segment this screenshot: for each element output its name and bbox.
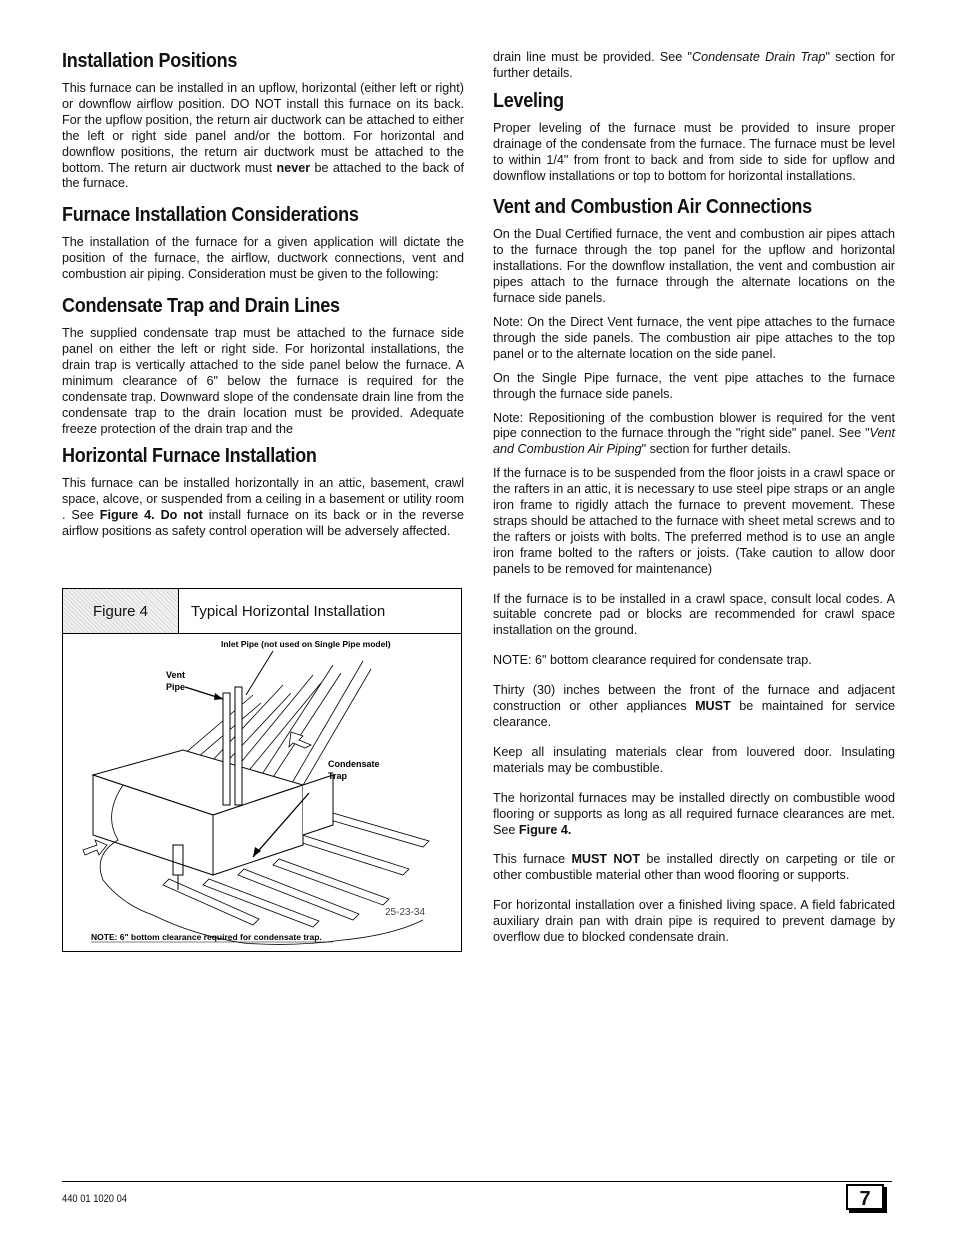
heading-installation-positions: Installation Positions: [62, 50, 238, 72]
right-column: [493, 50, 895, 954]
para-leveling: Proper leveling of the furnace must be provided to insure proper drainage of the condensate from the furnace. The furnace must be level to within 1/4" from front to back and from side to side for upflow and downflow installations or top to bottom for horizontal installations.: [493, 120, 895, 183]
trap-label-1: Condensate: [328, 759, 380, 769]
airflow-arrow-top: [289, 732, 311, 748]
para-vent-6: If the furnace is to be installed in a crawl space, consult local codes. A suitable concrete pad or blocks are recommended for crawl space installation on the ground.: [493, 591, 895, 638]
para-vent-7: NOTE: 6" bottom clearance required for condensate trap.: [493, 653, 812, 668]
para-installation-positions: This furnace can be installed in an upflow, horizontal (either left or right) or downflow airflow position. DO NOT install this furnace on its back. For the upflow position, the return air ductwork can be attached to either the left or right side panel and/or the bottom. For horizontal and downflow positions, the return air ductwork must be attached to the bottom. The return air ductwork must never be attached to the back of the furnace.: [62, 81, 464, 191]
figure-illustration: [63, 635, 460, 951]
para-vent-4: Note: Repositioning of the combustion blower is required for the vent pipe connection to the furnace through the "right side" panel. See "Vent and Combustion Air Piping" section for further details.: [493, 410, 895, 457]
para-vent-8: Thirty (30) inches between the front of the furnace and adjacent construction or other appliances MUST be maintained for service clearance.: [493, 683, 895, 729]
para-vent-3: On the Single Pipe furnace, the vent pipe attaches to the furnace through the furnace side panels.: [493, 370, 895, 401]
horizontal-installation-drawing: [63, 635, 460, 951]
document-code: 440 01 1020 04: [62, 1193, 127, 1205]
figure-title: Typical Horizontal Installation: [191, 603, 386, 620]
para-vent-12: For horizontal installation over a finished living space. A field fabricated auxiliary drain pan with drain pipe is required to prevent damage by overflow due to blocked condensate drain.: [493, 898, 895, 945]
vent-arrow: [214, 693, 223, 700]
heading-leveling: Leveling: [493, 89, 564, 112]
figure-note: NOTE: 6" bottom clearance required for condensate trap.: [91, 932, 322, 942]
page-number: 7: [846, 1184, 884, 1210]
airflow-arrow-left: [83, 840, 107, 855]
footer-rule: [62, 1181, 892, 1182]
left-column: [62, 50, 464, 548]
inlet-pipe-label: Inlet Pipe (not used on Single Pipe model): [221, 639, 391, 649]
para-vent-9: Keep all insulating materials clear from louvered door. Insulating materials may be combustible.: [493, 744, 895, 775]
para-vent-11: This furnace MUST NOT be installed directly on carpeting or tile or other combustible material other than wood flooring or supports.: [493, 852, 895, 883]
figure-label: Figure 4: [63, 589, 179, 633]
para-furnace-considerations: The installation of the furnace for a given application will dictate the position of the furnace, the airflow, ductwork connections, vent and combustion air piping. Consideration must be given to the following:: [62, 235, 464, 282]
vent-label-1: Vent: [166, 670, 186, 680]
figure-header: [63, 589, 461, 634]
para-drain-continued: drain line must be provided. See "Condensate Drain Trap" section for further details.: [493, 50, 895, 80]
para-vent-10: The horizontal furnaces may be installed directly on combustible wood flooring or supports as long as all required furnace clearances are met. See Figure 4.: [493, 790, 895, 837]
heading-horizontal-installation: Horizontal Furnace Installation: [62, 445, 317, 468]
furnace-body: [93, 750, 333, 875]
heading-vent-combustion: Vent and Combustion Air Connections: [493, 196, 812, 219]
para-vent-2: Note: On the Direct Vent furnace, the vent pipe attaches to the furnace through the side panels. The combustion air pipe attaches to the top panel or to the alternate location on the side panel.: [493, 314, 895, 361]
para-vent-5: If the furnace is to be suspended from the floor joists in a crawl space or the rafters in an attic, it is necessary to use steel pipe straps or an angle iron frame to rigidly attach the furnace to prevent movement. These straps should be attached to the furnace with sheet metal screws and to the rafters or joists with bolts. The preferred method is to use an angle iron frame bolted to the rafters or joists. (Take caution to allow door panels to be removed for maintenance): [493, 466, 895, 576]
vent-label-2: Pipe: [166, 682, 186, 692]
para-vent-1: On the Dual Certified furnace, the vent and combustion air pipes attach to the furnace through the top panel for the upflow and horizontal installations. For the downflow installation, the vent and combustion air pipes attach to the furnace through the alternate locations on the furnace side panels.: [493, 227, 895, 306]
para-condensate-trap: The supplied condensate trap must be attached to the furnace side panel on either the left or right side. For horizontal installations, the drain trap is vertically attached to the side panel below the furnace. A minimum clearance of 6" below the furnace is required for the condensate trap. Downward slope of the condensate drain line from the condensate trap to the drain location must be provided. Adequate freeze protection of the drain trap and the: [62, 326, 464, 436]
inlet-leader: [246, 651, 273, 695]
figure-4: [62, 588, 462, 952]
heading-furnace-considerations: Furnace Installation Considerations: [62, 204, 359, 227]
para-horizontal-installation: This furnace can be installed horizontally in an attic, basement, crawl space, alcove, or suspended from a ceiling in a basement or utility room . See Figure 4. Do not install furnace on its back or in the reverse airflow positions as safety control operation will be adversely affected.: [62, 476, 465, 539]
figure-code: 25-23-34: [385, 907, 426, 918]
heading-condensate-trap: Condensate Trap and Drain Lines: [62, 295, 340, 318]
trap-label-2: Trap: [328, 771, 348, 781]
